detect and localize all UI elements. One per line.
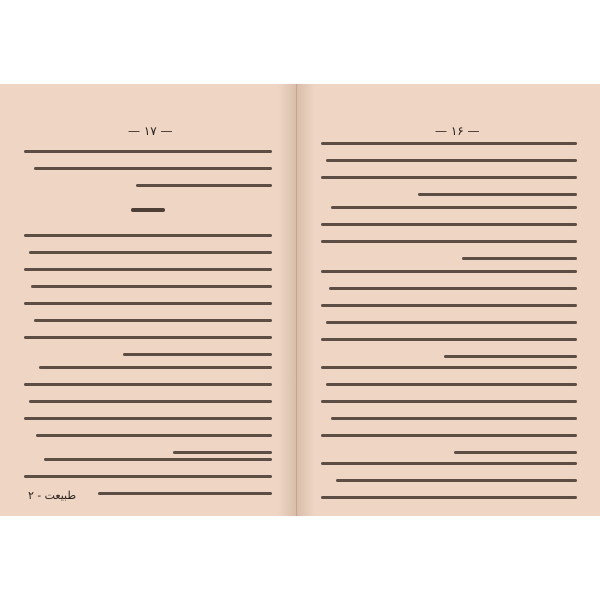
text-line: [331, 417, 577, 420]
text-line: [321, 176, 577, 179]
text-line: [336, 479, 577, 482]
right-paragraph-5: [321, 462, 577, 513]
text-line: [29, 251, 272, 254]
text-line: [24, 234, 272, 237]
heading-text: [131, 208, 165, 212]
text-line: [321, 462, 577, 465]
book-scan: [0, 84, 600, 516]
text-line: [321, 400, 577, 403]
left-page-number: — ۱۷ —: [128, 124, 173, 138]
text-line: [321, 338, 577, 341]
text-line: [321, 304, 577, 307]
text-line: [24, 475, 272, 478]
gutter-shadow: [278, 84, 296, 516]
right-paragraph-3: [321, 270, 577, 372]
text-line: [321, 496, 577, 499]
text-line: [136, 184, 272, 187]
text-line: [444, 355, 577, 358]
text-line: [36, 434, 272, 437]
text-line: [24, 268, 272, 271]
text-line: [34, 319, 272, 322]
right-paragraph-2: [321, 206, 577, 274]
left-section-heading: [24, 208, 272, 230]
text-line: [326, 383, 577, 386]
right-page-number: — ۱۶ —: [435, 124, 480, 138]
text-line: [123, 353, 272, 356]
text-line: [34, 167, 272, 170]
text-line: [321, 223, 577, 226]
left-top-text: [24, 150, 272, 201]
text-line: [24, 417, 272, 420]
text-line: [321, 142, 577, 145]
text-line: [44, 458, 272, 461]
text-line: [329, 287, 577, 290]
text-line: [321, 240, 577, 243]
left-page: [0, 84, 297, 516]
text-line: [418, 193, 577, 196]
text-line: [24, 383, 272, 386]
text-line: [24, 302, 272, 305]
text-line: [321, 270, 577, 273]
left-paragraph-2: [24, 366, 272, 468]
text-line: [326, 159, 577, 162]
right-page: [297, 84, 600, 516]
text-line: [326, 321, 577, 324]
text-line: [321, 434, 577, 437]
text-line: [24, 150, 272, 153]
text-line: [24, 336, 272, 339]
text-line: [173, 451, 272, 454]
left-paragraph-1: [24, 234, 272, 370]
right-paragraph-1: [321, 142, 577, 210]
text-line: [31, 285, 272, 288]
text-line: [98, 492, 272, 495]
text-line: [39, 366, 272, 369]
right-paragraph-4: [321, 366, 577, 468]
gutter-shadow: [297, 84, 315, 516]
footer-signature: طبیعت - ۲: [28, 489, 77, 502]
text-line: [462, 257, 577, 260]
text-line: [454, 451, 577, 454]
text-line: [321, 366, 577, 369]
text-line: [331, 206, 577, 209]
text-line: [29, 400, 272, 403]
